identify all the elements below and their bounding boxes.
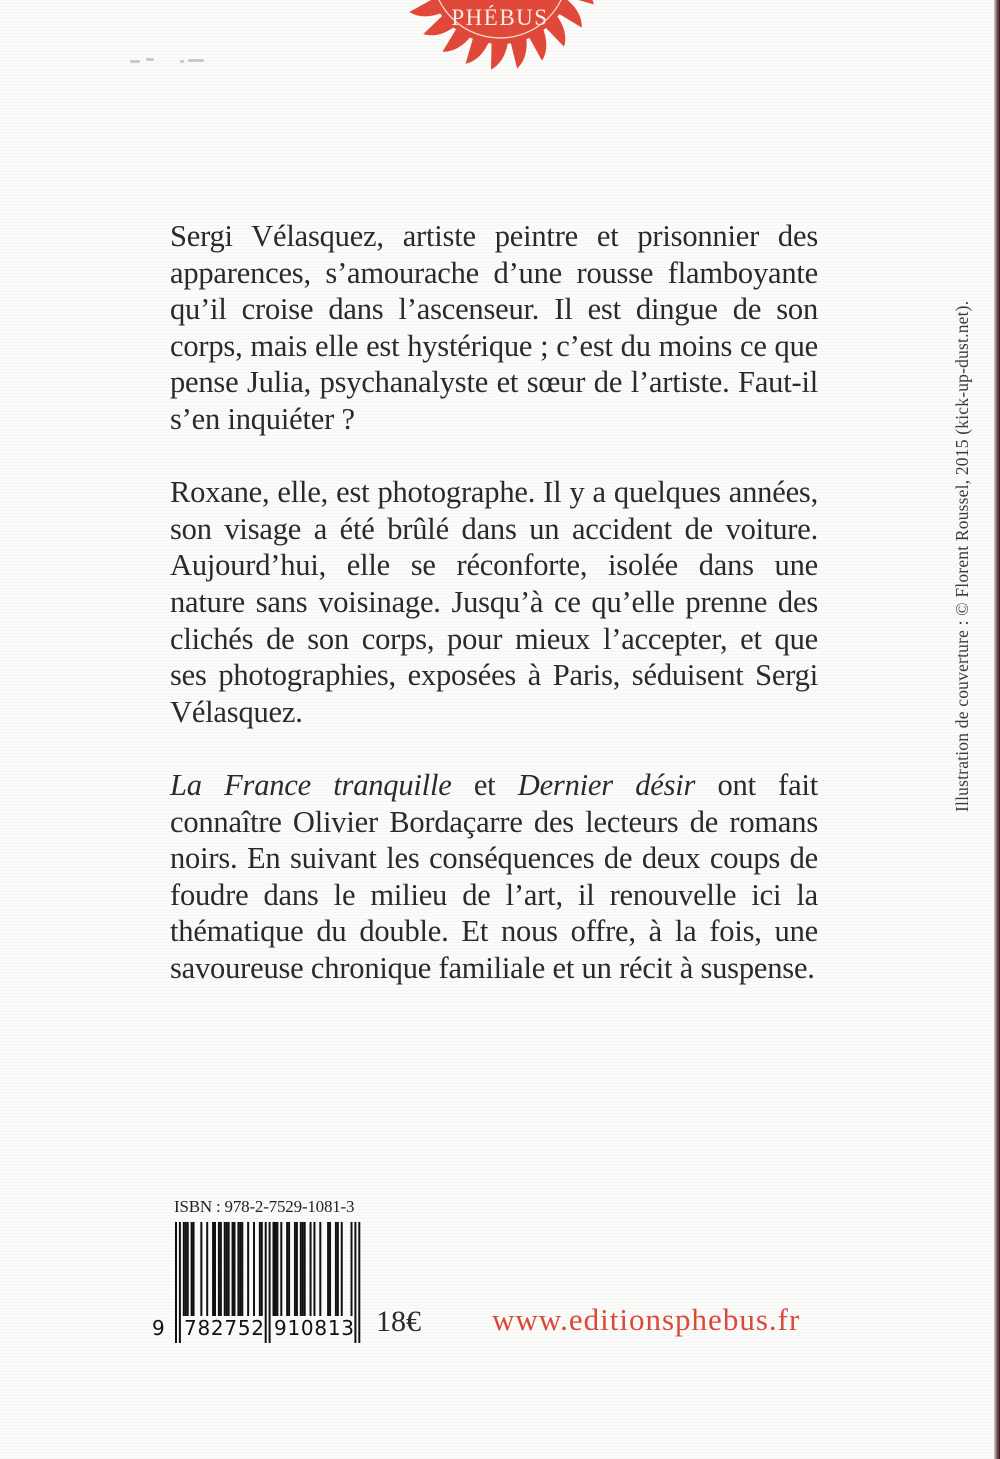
connector-text: et — [451, 767, 518, 802]
barcode-first-digit: 9 — [152, 1316, 165, 1340]
book-title-dernier-desir: Dernier désir — [517, 767, 696, 802]
barcode-left-digits: 782752 — [184, 1316, 264, 1340]
cover-illustration-credit: Illustration de couverture : © Florent Roussel, 2015 (kick-up-dust.net). — [952, 300, 972, 812]
blurb-paragraph-2: Roxane, elle, est photographe. Il y a quelques années, son visage a été brûlé dans un accident de voiture. Aujourd’hui, elle se réconforte, isolée dans une nature sans voisinage. Jusqu’à ce qu’elle prenne des clichés de son corps, pour mieux l’accepter, et que ses photographies, exposées à Paris, séduisent Sergi Vélasquez. — [170, 475, 818, 729]
print-smudge — [130, 56, 250, 66]
barcode-right-digits: 910813 — [274, 1316, 354, 1340]
isbn-label: ISBN : 978-2-7529-1081-3 — [174, 1197, 355, 1216]
publisher-website[interactable]: www.editionsphebus.fr — [492, 1302, 801, 1337]
back-cover-blurb — [170, 218, 818, 986]
ean13-barcode — [150, 1222, 370, 1352]
blurb-paragraph-1: Sergi Vélasquez, artiste peintre et prisonnier des apparences, s’amourache d’une rousse flamboyante qu’il croise dans l’ascenseur. Il est dingue de son corps, mais elle est hystérique ; c’est du moins ce que pense Julia, psychanalyste et sœur de l’artiste. Faut-il s’en inquiéter ? — [170, 219, 818, 436]
price-label: 18€ — [376, 1305, 421, 1338]
blurb-paragraph-3 — [170, 767, 818, 987]
logo-text: PHÉBUS — [451, 5, 549, 30]
book-spine-edge — [994, 0, 1000, 1459]
book-title-la-france-tranquille: La France tranquille — [170, 767, 452, 802]
phebus-sun-logo — [380, 0, 620, 80]
paragraph-rest: ont fait connaître Olivier Bordaçarre des lecteurs de romans noirs. En suivant les conséquences de deux coups de foudre dans le milieu de l’art, il renouvelle ici la thématique du double. Et nous offre, à la fois, une savoureuse chronique familiale et un récit à suspense. — [170, 767, 818, 985]
